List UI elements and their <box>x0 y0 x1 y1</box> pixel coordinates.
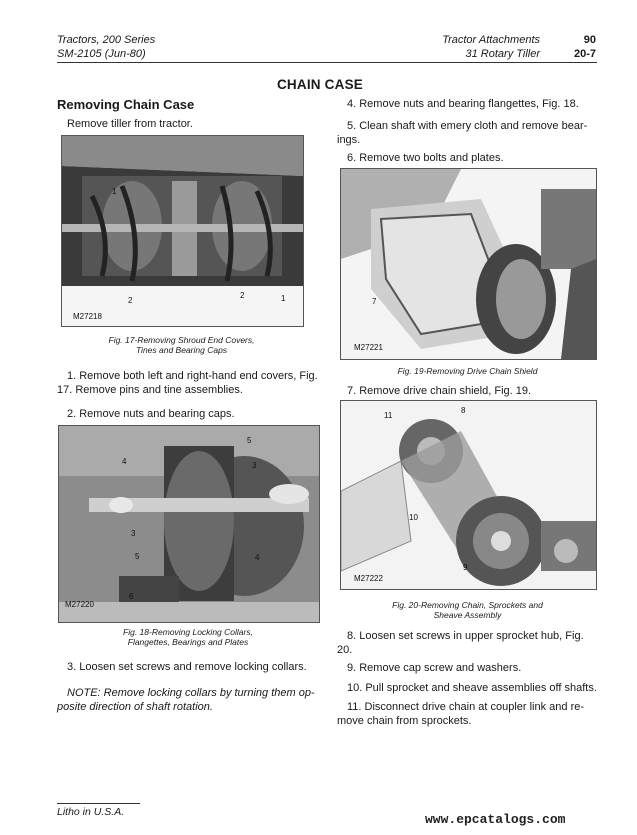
step-11-line2: move chain from sprockets. <box>337 715 472 727</box>
step-6: 6. Remove two bolts and plates. <box>347 152 504 164</box>
figure-18-photo <box>58 425 320 623</box>
header-right-line1: Tractor Attachments <box>442 34 540 46</box>
header-rule <box>57 62 597 63</box>
intro-text: Remove tiller from tractor. <box>67 118 193 130</box>
figure-17-callout: 2 <box>240 291 245 300</box>
figure-18-callout: 3 <box>252 461 257 470</box>
note-line1: NOTE: Remove locking collars by turning them op- <box>67 687 315 699</box>
figure-18-caption-line1: Fig. 18-Removing Locking Collars, <box>123 627 253 637</box>
figure-17-caption-line2: Tines and Bearing Caps <box>135 345 228 355</box>
figure-19-caption: Fig. 19-Removing Drive Chain Shield <box>397 366 538 376</box>
figure-19-callout: 7 <box>372 297 377 306</box>
step-3: 3. Loosen set screws and remove locking collars. <box>67 661 307 673</box>
step-7: 7. Remove drive chain shield, Fig. 19. <box>347 385 532 397</box>
step-8-line2: 20. <box>337 644 353 656</box>
locking-collars-illustration <box>59 426 319 622</box>
step-4: 4. Remove nuts and bearing flangettes, Fig. 18. <box>347 98 579 110</box>
header-section-number: 20-7 <box>573 48 596 60</box>
note-line2: posite direction of shaft rotation. <box>57 701 213 713</box>
figure-19-code: M27221 <box>354 343 383 352</box>
figure-17-caption-line1: Fig. 17-Removing Shroud End Covers, <box>108 335 255 345</box>
figure-19-photo <box>340 168 597 360</box>
tiller-shroud-illustration <box>62 136 303 326</box>
figure-18-callout: 6 <box>129 592 134 601</box>
footer-rule <box>57 803 140 804</box>
step-5-line1: 5. Clean shaft with emery cloth and remove bear- <box>347 120 588 132</box>
figure-20-callout: 9 <box>463 563 468 572</box>
figure-17-code: M27218 <box>73 312 102 321</box>
step-9: 9. Remove cap screw and washers. <box>347 662 522 674</box>
figure-20-callout: 10 <box>409 513 418 522</box>
figure-18-callout: 5 <box>247 436 252 445</box>
section-title: Removing Chain Case <box>57 97 195 112</box>
step-2: 2. Remove nuts and bearing caps. <box>67 408 235 420</box>
figure-18-caption-line2: Flangettes, Bearings and Plates <box>127 637 249 647</box>
figure-17-callout: 1 <box>112 187 117 196</box>
figure-20-photo <box>340 400 597 590</box>
figure-18-callout: 3 <box>131 529 136 538</box>
figure-18-callout: 5 <box>135 552 140 561</box>
step-8-line1: 8. Loosen set screws in upper sprocket hub, Fig. <box>347 630 584 642</box>
figure-17-callout: 1 <box>281 294 286 303</box>
figure-17-callout: 2 <box>128 296 133 305</box>
figure-20-callout: 11 <box>384 411 393 420</box>
figure-20-caption-line2: Sheave Assembly <box>433 610 502 620</box>
figure-20-caption-line1: Fig. 20-Removing Chain, Sprockets and <box>392 600 543 610</box>
figure-18-callout: 4 <box>122 457 127 466</box>
header-right-line2: 31 Rotary Tiller <box>465 48 540 60</box>
header-left-line2: SM-2105 (Jun-80) <box>57 48 146 60</box>
step-1-line1: 1. Remove both left and right-hand end covers, Fig. <box>67 370 318 382</box>
footer-litho: Litho in U.S.A. <box>57 806 125 818</box>
header-left-line1: Tractors, 200 Series <box>57 34 156 46</box>
figure-20-callout: 8 <box>461 406 466 415</box>
figure-18-callout: 4 <box>255 553 260 562</box>
step-11-line1: 11. Disconnect drive chain at coupler link and re- <box>347 701 585 713</box>
step-1-line2: 17. Remove pins and tine assemblies. <box>57 384 243 396</box>
figure-20-code: M27222 <box>354 574 383 583</box>
figure-17-callout: 1 <box>226 203 231 212</box>
drive-chain-shield-illustration <box>341 169 596 359</box>
chapter-title: CHAIN CASE <box>276 77 363 92</box>
header-page-number: 90 <box>583 34 596 46</box>
step-5-line2: ings. <box>337 134 361 146</box>
figure-17-photo <box>61 135 304 327</box>
figure-18-code: M27220 <box>65 600 94 609</box>
step-10: 10. Pull sprocket and sheave assemblies off shafts. <box>347 682 597 694</box>
footer-url: www.epcatalogs.com <box>425 812 566 827</box>
chain-sprocket-sheave-illustration <box>341 401 596 589</box>
